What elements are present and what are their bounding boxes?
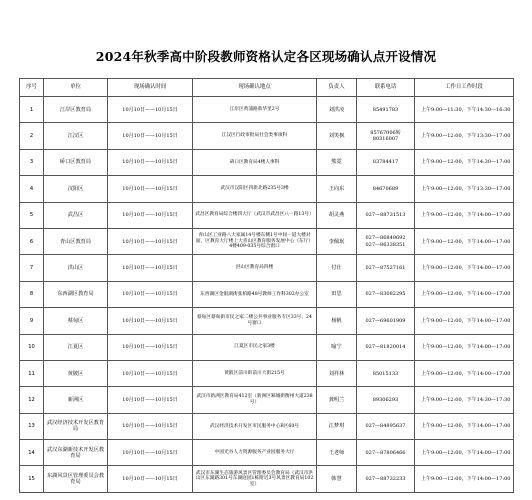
contact-person-cell: 田思 [317, 281, 357, 307]
unit-cell: 硚口区教育局 [44, 149, 108, 175]
header-hours: 工作日工作时段 [415, 79, 514, 97]
row-number: 13 [20, 413, 44, 439]
row-number: 10 [20, 334, 44, 360]
address-cell: 洪山区教育局四楼 [193, 255, 317, 281]
hours-cell: 上午9:00—12:00，下午13:30—17:00 [415, 176, 514, 202]
hours-cell: 上午9:00—12:00，下午14:00—17:00 [415, 228, 514, 254]
address-cell: 蔡甸区蔡甸街市民之家二楼公共事业服务专区33号、24号窗口 [193, 308, 317, 334]
hours-cell: 上午9:00—12:00，下午14:00—17:00 [415, 255, 514, 281]
contact-person-cell: 龚明兰 [317, 387, 357, 413]
header-time: 现场确认时间 [108, 79, 193, 97]
phone-cell: 027—83082295 [357, 281, 415, 307]
phone-cell: 85491783 [357, 97, 415, 123]
address-cell: 黄陂区前川街前川大街215号 [193, 360, 317, 386]
row-number: 3 [20, 149, 44, 175]
row-number: 15 [20, 466, 44, 492]
page-title: 2024年秋季高中阶段教师资格认定各区现场确认点开设情况 [95, 49, 437, 64]
row-number: 8 [20, 281, 44, 307]
address-cell: 武汉市汉阳区四新北路235号3楼 [193, 176, 317, 202]
time-cell: 10月10日——10月15日 [108, 281, 193, 307]
time-cell: 10月10日——10月15日 [108, 149, 193, 175]
hours-cell: 上午9:00—12:00，下午14:00—17:00 [415, 440, 514, 466]
unit-cell: 汉阳区 [44, 176, 108, 202]
address-cell: 江岸区黄浦路新华里2号 [193, 97, 317, 123]
header-contact-person: 负责人 [317, 79, 357, 97]
contact-person-cell: 刘洪凌 [317, 97, 357, 123]
unit-cell: 武汉经济技术开发区教育局 [44, 413, 108, 439]
unit-cell: 黄陂区 [44, 360, 108, 386]
hours-cell: 上午9:00—12:00，下午14:30—17:30 [415, 387, 514, 413]
row-number: 12 [20, 387, 44, 413]
contact-person-cell: 喻宁 [317, 334, 357, 360]
hours-cell: 上午9:00—12:00，下午14:00—17:00 [415, 413, 514, 439]
header-unit: 单位 [44, 79, 108, 97]
unit-cell: 新洲区 [44, 387, 108, 413]
time-cell: 10月10日——10月15日 [108, 255, 193, 281]
hours-cell: 上午9:00—12:00，下午14:30—17:00 [415, 149, 514, 175]
unit-cell: 江夏区 [44, 334, 108, 360]
table-row [20, 308, 514, 334]
unit-cell: 蔡甸区 [44, 308, 108, 334]
confirmation-sites-table [19, 78, 514, 493]
phone-cell: 027—69601909 [357, 308, 415, 334]
phone-cell: 89306293 [357, 387, 415, 413]
unit-cell: 青山区教育局 [44, 228, 108, 254]
contact-person-cell: 李佩珉 [317, 228, 357, 254]
phone-cell: 027—87806466 [357, 440, 415, 466]
hours-cell: 上午9:00—11:30，下午14:30—16:30 [415, 97, 514, 123]
row-number: 14 [20, 440, 44, 466]
phone-cell: 85015133 [357, 360, 415, 386]
hours-cell: 上午9:00—12:00，下午14:00—17:00 [415, 466, 514, 492]
unit-cell: 东湖风景区管理委员会教育局 [44, 466, 108, 492]
unit-cell: 东西湖区教育局 [44, 281, 108, 307]
table-row [20, 176, 514, 202]
contact-person-cell: 杨帆 [317, 308, 357, 334]
unit-cell: 江岸区教育局 [44, 97, 108, 123]
phone-cell: 83784417 [357, 149, 415, 175]
unit-cell: 武昌区 [44, 202, 108, 228]
address-cell: 江汉区行政审批局社会类事项科 [193, 123, 317, 149]
table-row [20, 228, 514, 254]
hours-cell: 上午9:00—12:00，下午14:00—17:00 [415, 360, 514, 386]
table-row [20, 466, 514, 492]
contact-person-cell: 王老师 [317, 440, 357, 466]
address-cell: 武汉市新洲区教育局412室（新洲区邾城街衡州大道238号） [193, 387, 317, 413]
address-cell: 硚口区教育局4楼人事科 [193, 149, 317, 175]
phone-cell: 027—81820014 [357, 334, 415, 360]
table-row [20, 255, 514, 281]
row-number: 9 [20, 308, 44, 334]
row-number: 6 [20, 228, 44, 254]
time-cell: 10月10日——10月15日 [108, 440, 193, 466]
table-row [20, 387, 514, 413]
time-cell: 10月10日——10月15日 [108, 387, 193, 413]
time-cell: 10月10日——10月15日 [108, 466, 193, 492]
table-row [20, 413, 514, 439]
phone-cell: 85767006转 80316007 [357, 123, 415, 149]
address-cell: 江夏区市民之家3楼 [193, 334, 317, 360]
phone-cell: 84670689 [357, 176, 415, 202]
address-cell: 武昌区教育局综合楼四大厅（武汉市武昌区八一路13号） [193, 202, 317, 228]
time-cell: 10月10日——10月15日 [108, 176, 193, 202]
row-number: 2 [20, 123, 44, 149]
phone-cell: 027—87527161 [357, 255, 415, 281]
time-cell: 10月10日——10月15日 [108, 123, 193, 149]
time-cell: 10月10日——10月15日 [108, 413, 193, 439]
address-cell: 东西湖区金银湖街张柏路48号教师工作科302办公室 [193, 281, 317, 307]
row-number: 4 [20, 176, 44, 202]
row-number: 5 [20, 202, 44, 228]
contact-person-cell: 韩慧 [317, 466, 357, 492]
time-cell: 10月10日——10月15日 [108, 360, 193, 386]
table-row [20, 440, 514, 466]
row-number: 7 [20, 255, 44, 281]
phone-cell: 027—84895637 [357, 413, 415, 439]
address-cell: 中国光谷人力资源服务产业园服务大厅 [193, 440, 317, 466]
unit-cell: 洪山区 [44, 255, 108, 281]
row-number: 11 [20, 360, 44, 386]
table-row [20, 334, 514, 360]
contact-person-cell: 江梦琪 [317, 413, 357, 439]
phone-cell: 027—88732233 [357, 466, 415, 492]
table-row [20, 360, 514, 386]
unit-cell: 江汉区 [44, 123, 108, 149]
hours-cell: 上午9:00—12:00，下午14:00—17:00 [415, 281, 514, 307]
table-body [20, 97, 514, 493]
table-row [20, 281, 514, 307]
header-no: 序号 [20, 79, 44, 97]
unit-cell: 武汉东湖新技术开发区教育局 [44, 440, 108, 466]
time-cell: 10月10日——10月15日 [108, 228, 193, 254]
phone-cell: 027—86849692 027—86338351 [357, 228, 415, 254]
table-row [20, 123, 514, 149]
contact-person-cell: 付仕 [317, 255, 357, 281]
hours-cell: 上午9:00—12:00，下午14:00—17:00 [415, 202, 514, 228]
time-cell: 10月10日——10月15日 [108, 308, 193, 334]
header-address: 现场确认地点 [193, 79, 317, 97]
hours-cell: 上午9:00—12:00，下午13:30—17:00 [415, 123, 514, 149]
contact-person-cell: 刘祥林 [317, 360, 357, 386]
phone-cell: 027—88731513 [357, 202, 415, 228]
header-phone: 联系电话 [357, 79, 415, 97]
address-cell: 武汉市东湖生态旅游风景区管理委员会教育局（武汉市洪山区东湖路301号东湖庭园1栋附近3号风景区教育局102室） [193, 466, 317, 492]
table-row [20, 97, 514, 123]
contact-person-cell: 王向东 [317, 176, 357, 202]
table-row [20, 149, 514, 175]
contact-person-cell: 胡灵燕 [317, 202, 357, 228]
table-row [20, 202, 514, 228]
time-cell: 10月10日——10月15日 [108, 334, 193, 360]
address-cell: 武汉经济技术开发区市民服务中心B区60号 [193, 413, 317, 439]
row-number: 1 [20, 97, 44, 123]
table-header-row [20, 79, 514, 97]
hours-cell: 上午9:00—12:00，下午14:00—17:00 [415, 334, 514, 360]
hours-cell: 上午9:00—12:00，下午14:00—17:00 [415, 308, 514, 334]
address-cell: 青山区工业路八大家属14号楼东侧1号中间一道大楼对面，区教育大厅楼上大青山区教育服务发展中心（东厅）4楼409-035号综合窗口 [193, 228, 317, 254]
time-cell: 10月10日——10月15日 [108, 202, 193, 228]
contact-person-cell: 熊霓 [317, 149, 357, 175]
contact-person-cell: 刘笑枫 [317, 123, 357, 149]
time-cell: 10月10日——10月15日 [108, 97, 193, 123]
